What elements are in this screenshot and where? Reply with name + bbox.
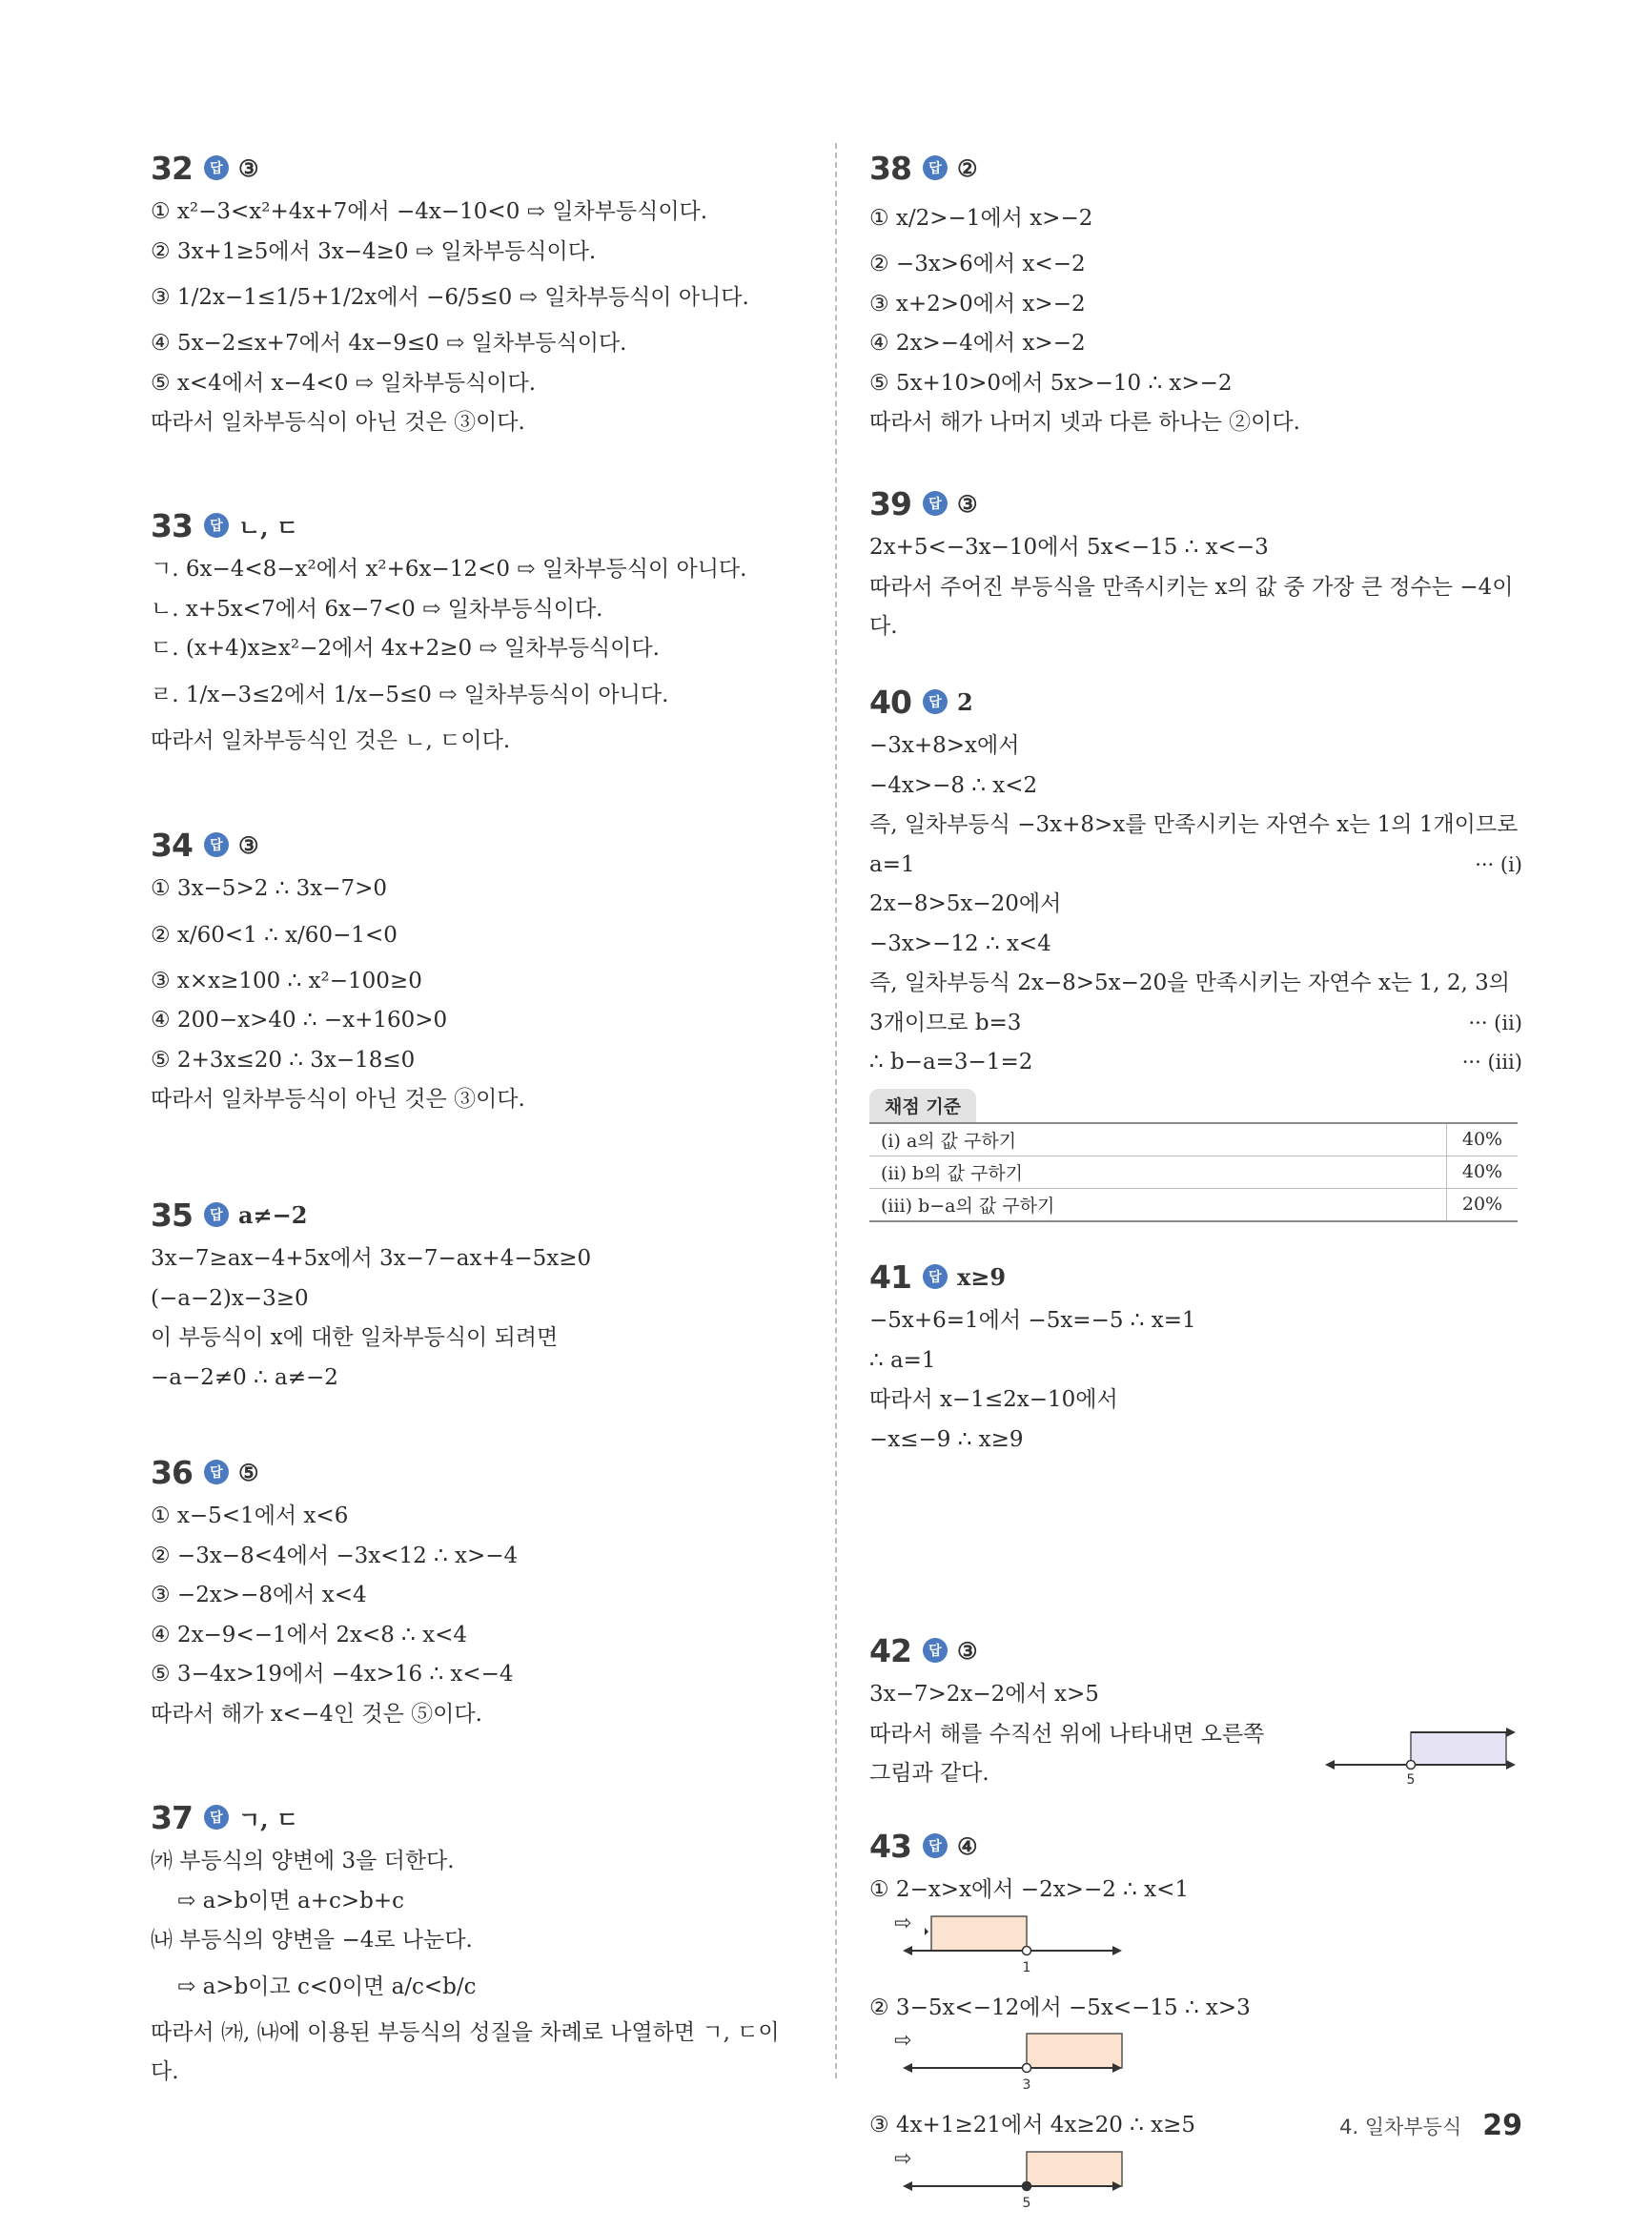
problem-38 [869,143,1522,443]
scoring-title: 채점 기준 [869,1089,976,1122]
answer: ③ [956,489,978,518]
result-arrow-icon: ⇨ [894,2029,912,2053]
number-line-diagram [869,2146,1155,2224]
open-point [1023,1946,1031,1954]
table-cell: 20% [1447,1188,1519,1221]
answer: ④ [956,1831,978,1860]
problem-41 [869,1252,1522,1460]
answer-badge: 답 [204,513,229,538]
problem-43 [869,1821,1522,2224]
solution-line: 따라서 해가 나머지 넷과 다른 하나는 ②이다. [869,410,1300,435]
solution-line: −a−2≠0 ∴ a≠−2 [151,1364,338,1390]
result-arrow-icon: ⇨ [894,2146,912,2171]
solution-line: ④ 200−x>40 ∴ −x+160>0 [151,1008,448,1033]
solution-line: 2x−8>5x−20에서 [869,891,1062,916]
solution-line: ⑤ 3−4x>19에서 −4x>16 ∴ x<−4 [151,1662,514,1687]
solution-line [869,846,1522,886]
answer-badge: 답 [923,1638,948,1663]
solution-line: 3x−7≥ax−4+5x에서 3x−7−ax+4−5x≥0 [151,1246,592,1271]
problem-number: 39 [869,484,911,522]
answer: ⑤ [237,1458,259,1486]
solution-line: ⇨ a>b이면 a+c>b+c [177,1888,405,1913]
solution-line: 2x+5<−3x−10에서 5x<−15 ∴ x<−3 [869,535,1269,560]
problem-number: 33 [151,506,193,544]
tick-label: 1 [1022,1959,1031,1975]
arrow-head [1506,1760,1516,1770]
solution-line: 3x−7>2x−2에서 x>5 [869,1682,1099,1707]
problem-number: 32 [151,149,193,187]
solution-line: 따라서 해를 수직선 위에 나타내면 오른쪽 [869,1721,1265,1747]
problem-36 [151,1447,804,1734]
tick-label: 5 [1022,2195,1031,2211]
solution-line: ① x−5<1에서 x<6 [151,1504,349,1528]
solution-line: ② 3x+1≥5에서 3x−4≥0 ⇨ 일차부등식이다. [151,238,597,264]
table-cell: 40% [1447,1123,1519,1156]
closed-point [1023,2181,1031,2190]
solution-region [1027,2152,1122,2186]
problem-number: 34 [151,826,193,864]
problem-number: 38 [869,149,911,187]
answer-badge: 답 [204,1805,229,1830]
solution-line: ㄱ. 6x−4<8−x²에서 x²+6x−12<0 ⇨ 일차부등식이 아니다. [151,557,747,582]
solution-line: ⑤ x<4에서 x−4<0 ⇨ 일차부등식이다. [151,370,537,396]
result-arrow-icon: ⇨ [894,1911,912,1935]
solution-line: ② 3−5x<−12에서 −5x<−15 ∴ x>3 [869,1995,1251,2020]
answer-badge: 답 [204,155,229,180]
solution-line: −x≤−9 ∴ x≥9 [869,1426,1024,1452]
solution-line: ㈎ 부등식의 양변에 3을 더한다. [151,1849,455,1873]
solution-line: (−a−2)x−3≥0 [151,1285,309,1311]
arrow-head [903,1946,912,1955]
problem-number: 43 [869,1827,911,1865]
solution-line: ① 2−x>x에서 −2x>−2 ∴ x<1 [869,1877,1189,1902]
problem-39 [869,479,1522,647]
solution-line: ③ −2x>−8에서 x<4 [151,1583,367,1607]
solution-line: ㄴ. x+5x<7에서 6x−7<0 ⇨ 일차부등식이다. [151,596,603,622]
problem-33 [151,501,804,761]
solution-line: −3x>−12 ∴ x<4 [869,931,1051,956]
number-line-diagram [1325,1721,1525,1788]
step-tag: ··· (ⅲ) [1461,1051,1522,1074]
answer: x≥9 [956,1262,1007,1291]
table-row [869,1156,1518,1188]
arrow-head [1112,1946,1122,1955]
column-divider [835,143,837,2078]
solution-line: 따라서 일차부등식인 것은 ㄴ, ㄷ이다. [151,727,511,753]
solution-line: ② −3x>6에서 x<−2 [869,252,1086,276]
solution-line: ③ 4x+1≥21에서 4x≥20 ∴ x≥5 [869,2113,1195,2138]
solution-line: −5x+6=1에서 −5x=−5 ∴ x=1 [869,1308,1196,1333]
number-line-diagram [869,2028,1155,2106]
solution-line: 따라서 x−1≤2x−10에서 [869,1387,1118,1412]
solution-line [869,1043,1522,1083]
solution-region [931,1916,1027,1951]
solution-line: 따라서 일차부등식이 아닌 것은 ③이다. [151,410,525,435]
answer: ㄴ, ㄷ [237,513,299,542]
solution-text: a=1 [869,851,915,877]
solution-line [869,1004,1522,1044]
page-footer [1339,2109,1522,2142]
answer: ③ [956,1636,978,1665]
solution-line: ㈏ 부등식의 양변을 −4로 나눈다. [151,1928,473,1953]
tick-label: 3 [1022,2077,1031,2093]
answer-badge: 답 [923,155,948,180]
problem-34 [151,820,804,1120]
answer: 2 [956,687,973,716]
solution-line: ① x/2>−1에서 x>−2 [869,206,1093,231]
answer: ㄱ, ㄷ [237,1805,299,1833]
open-point [1023,2064,1031,2073]
solution-line: ∴ a=1 [869,1347,936,1373]
solution-line: 따라서 일차부등식이 아닌 것은 ③이다. [151,1087,525,1112]
arrow-head [903,2063,912,2073]
solution-line: ③ x×x≥100 ∴ x²−100≥0 [151,968,422,993]
solution-line: 그림과 같다. [869,1761,989,1786]
answer: ③ [237,153,259,182]
solution-line: 이 부등식이 x에 대한 일차부등식이 되려면 [151,1325,559,1350]
arrow-head [1325,1760,1335,1770]
table-cell: (ⅰ) a의 값 구하기 [869,1123,1447,1156]
tick-label: 5 [1406,1772,1416,1788]
solution-line: ⑤ 2+3x≤20 ∴ 3x−18≤0 [151,1047,416,1073]
chapter-label: 4. 일차부등식 [1339,2115,1462,2138]
problem-number: 37 [151,1798,193,1836]
solution-line: −4x>−8 ∴ x<2 [869,772,1038,798]
solution-line: 즉, 일차부등식 2x−8>5x−20을 만족시키는 자연수 x는 1, 2, 3의 [869,971,1510,995]
problem-number: 40 [869,683,911,721]
table-cell: (ⅱ) b의 값 구하기 [869,1156,1447,1188]
solution-line: ① 3x−5>2 ∴ 3x−7>0 [151,876,388,901]
step-tag: ··· (ⅱ) [1468,1011,1522,1034]
step-tag: ··· (ⅰ) [1475,852,1522,876]
solution-line: ㄹ. 1/x−3≤2에서 1/x−5≤0 ⇨ 일차부등식이 아니다. [151,682,669,707]
solution-region [1411,1732,1506,1765]
solution-line: ① x²−3<x²+4x+7에서 −4x−10<0 ⇨ 일차부등식이다. [151,199,708,224]
answer-badge: 답 [923,1264,948,1289]
problem-number: 42 [869,1631,911,1669]
solution-line: 따라서 ㈎, ㈏에 이용된 부등식의 성질을 차례로 나열하면 ㄱ, ㄷ이다. [151,2019,780,2084]
answer: ② [956,153,978,182]
solution-line: 따라서 주어진 부등식을 만족시키는 x의 값 중 가장 큰 정수는 −4이다. [869,574,1514,639]
problem-40 [869,677,1522,1222]
solution-line: −3x+8>x에서 [869,733,1020,758]
problem-42 [869,1626,1522,1794]
scoring-criteria [869,1089,1518,1222]
answer-badge: 답 [204,1202,229,1227]
problem-32 [151,143,804,443]
solution-text: ∴ b−a=3−1=2 [869,1050,1033,1074]
page-number: 29 [1482,2109,1522,2142]
table-row [869,1123,1518,1156]
scoring-table [869,1122,1518,1222]
solution-line: ④ 2x−9<−1에서 2x<8 ∴ x<4 [151,1622,468,1647]
problem-37 [151,1792,804,2093]
solution-line: ④ 5x−2≤x+7에서 4x−9≤0 ⇨ 일차부등식이다. [151,331,627,356]
answer-badge: 답 [204,832,229,857]
solution-line: ④ 2x>−4에서 x>−2 [869,331,1086,356]
arrow-head [903,2181,912,2191]
answer-badge: 답 [204,1460,229,1484]
answer-badge: 답 [923,1833,948,1858]
table-cell: 40% [1447,1156,1519,1188]
solution-text: 3개이므로 b=3 [869,1010,1022,1035]
arrow-head [925,1928,928,1935]
solution-line: ③ 1/2x−1≤1/5+1/2x에서 −6/5≤0 ⇨ 일차부등식이 아니다. [151,285,749,310]
problem-number: 41 [869,1258,911,1296]
problem-number: 36 [151,1453,193,1491]
answer-badge: 답 [923,689,948,714]
table-row [869,1188,1518,1221]
solution-line: ② x/60<1 ∴ x/60−1<0 [151,922,398,948]
solution-line: ㄷ. (x+4)x≥x²−2에서 4x+2≥0 ⇨ 일차부등식이다. [151,636,660,661]
problem-35 [151,1190,804,1398]
table-cell: (ⅲ) b−a의 값 구하기 [869,1188,1447,1221]
solution-line: 즉, 일차부등식 −3x+8>x를 만족시키는 자연수 x는 1의 1개이므로 [869,812,1519,837]
solution-line: ⑤ 5x+10>0에서 5x>−10 ∴ x>−2 [869,370,1233,396]
solution-region [1027,2034,1122,2068]
arrow-head [1506,1728,1516,1737]
solution-line: ② −3x−8<4에서 −3x<12 ∴ x>−4 [151,1543,519,1568]
problem-number: 35 [151,1196,193,1234]
solution-line: ③ x+2>0에서 x>−2 [869,291,1086,317]
answer: a≠−2 [237,1200,308,1229]
number-line-diagram [869,1911,1155,1989]
solution-line: 따라서 해가 x<−4인 것은 ⑤이다. [151,1701,482,1727]
answer: ③ [237,830,259,859]
solution-line: ⇨ a>b이고 c<0이면 a/c<b/c [177,1974,477,1999]
answer-badge: 답 [923,491,948,516]
open-point [1407,1761,1416,1770]
